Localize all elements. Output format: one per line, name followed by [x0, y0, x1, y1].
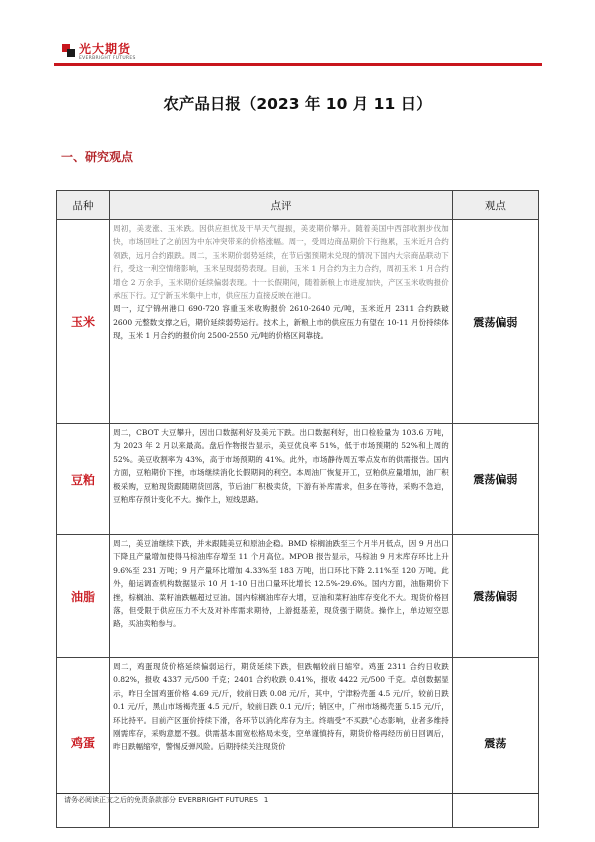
variety-cell: 玉米: [57, 220, 110, 424]
comment-cell: [110, 424, 453, 535]
table-row: [57, 220, 539, 424]
header-comment: 点评: [110, 191, 453, 220]
header-divider: [54, 63, 542, 66]
company-logo: [62, 42, 136, 62]
variety-cell: 豆粕: [57, 424, 110, 535]
header-variety: 品种: [57, 191, 110, 220]
comment-text: 周二，CBOT 大豆攀升，因出口数据利好及美元下跌。出口数据利好，出口检验量为 103.6 万吨，为 2023 年 2 月以来最高。盘后作物报告显示，美豆优良率 51%，低于市场预期的 52%和上周的 52%。美豆收割率为 43%，高于市场预期的 41%。此外，市场静待周五零点发布的供需报告。国内方面，豆粕期价下挫，市场继续消化长假期间的利空。本周油厂恢复开工，豆粕供应量增加，油厂积极采购，豆粕现货跟随期货回落，节后油厂积极卖货，下游有补库需求，但多在等待，采购不急迫，豆粕库存预计变化不大。操作上，短线思路。: [113, 428, 449, 505]
logo-mark-icon: [62, 44, 76, 58]
comment-faded-text: 周初，美麦涨、玉米跌。因供应担忧及干旱天气提振，美麦期价攀升。随着美国中西部收割步伐加快，市场回吐了之前因为中东冲突带来的价格涨幅。周一，受周边商品期价下行拖累，玉米近月合约领跌，远月合约跟跌。周二，玉米期价弱势延续，在节后强预期未兑现的情况下国内大宗商品联动下行，受这一利空情绪影响，玉米呈现弱势表现。目前，玉米 1 月合约为主力合约，周初玉米 1 月合约增仓 2 万余手，玉米期价延续偏弱表现。十一长假期间，随着新粮上市进度加快，产区玉米收购报价承压下行。辽宁新玉米集中上市，供应压力直接反映在港口。: [113, 224, 449, 301]
comment-cell: [110, 535, 453, 658]
footer-divider: [56, 793, 539, 794]
table-row: [57, 535, 539, 658]
table-row: [57, 424, 539, 535]
comment-text: 周一，辽宁锦州港口 690-720 容重玉米收购报价 2610-2640 元/吨，玉米近月 2311 合约跌破 2600 元整数支撑之后，期价延续弱势运行。技术上，新粮上市的供应压力有望在 10-11 月份持续体现，玉米 1 月合约的报价向 2500-2550 元/吨的价格区间靠拢。: [113, 304, 449, 341]
comment-text: 周二，美豆油继续下跌，并未跟随美豆和原油企稳。BMD 棕榈油跌至三个月半月低点，因 9 月出口下降且产量增加使得马棕油库存增至 11 个月高位。MPOB 报告显示，马棕油 9 月末库存环比上升 9.6%至 231 万吨；9 月产量环比增加 4.33%至 183 万吨，出口环比下降 2.11%至 120 万吨。此外，船运调查机构数据显示 10 月 1-10 日出口量环比增长 12.5%-29.6%。国内方面，油脂期价下挫，棕榈油、菜籽油跌幅超过豆油。国内棕榈油库存大增，豆油和菜籽油库存变化不大。现货价格回落，但受限于供应压力不大及对补库需求期待，上游挺基差，现货强于期货。操作上，单边短空思路，买油卖粕参与。: [113, 539, 449, 629]
page-number: 1: [263, 796, 269, 804]
view-cell: 震荡: [452, 658, 538, 828]
header-view: 观点: [452, 191, 538, 220]
brand-name-cn: 光大期货: [79, 42, 132, 56]
report-title: 农产品日报（2023 年 10 月 11 日）: [163, 95, 432, 113]
comment-cell: [110, 220, 453, 424]
disclaimer-notice: 请务必阅读正文之后的免责条款部分 EVERBRIGHT FUTURES: [64, 796, 258, 804]
variety-cell: 鸡蛋: [57, 658, 110, 828]
view-cell: 震荡偏弱: [452, 535, 538, 658]
page-footer: [64, 795, 268, 805]
brand-name-en: EVERBRIGHT FUTURES: [79, 56, 136, 61]
section-heading: 一、研究观点: [61, 150, 134, 164]
table-header-row: [57, 191, 539, 220]
research-table: [56, 190, 539, 828]
comment-text: 周二，鸡蛋现货价格延续偏弱运行，期货延续下跌，但跌幅较前日缩窄。鸡蛋 2311 合约日收跌 0.82%，报收 4337 元/500 千克；2401 合约收跌 0.41%，报收 4422 元/500 千克。卓创数据显示，昨日全国鸡蛋价格 4.69 元/斤，较前日跌 0.08 元/斤，其中，宁津粉壳蛋 4.5 元/斤，较前日跌 0.1 元/斤，黑山市场褐壳蛋 4.5 元/斤，较前日跌 0.1 元/斤；销区中，广州市场褐壳蛋 5.15 元/斤，环比持平。目前产区蛋价持续下滑，各环节以消化库存为主。终端受“不买跌”心态影响，业者多维持刚需库存，采购意愿不强。供需基本面宽松格局未变，空单谨慎持有，期货价格再经历前日回调后，昨日跌幅缩窄，警惕反弹风险。后期持续关注现货价: [113, 662, 449, 752]
view-cell: 震荡偏弱: [452, 424, 538, 535]
variety-cell: 油脂: [57, 535, 110, 658]
view-cell: 震荡偏弱: [452, 220, 538, 424]
